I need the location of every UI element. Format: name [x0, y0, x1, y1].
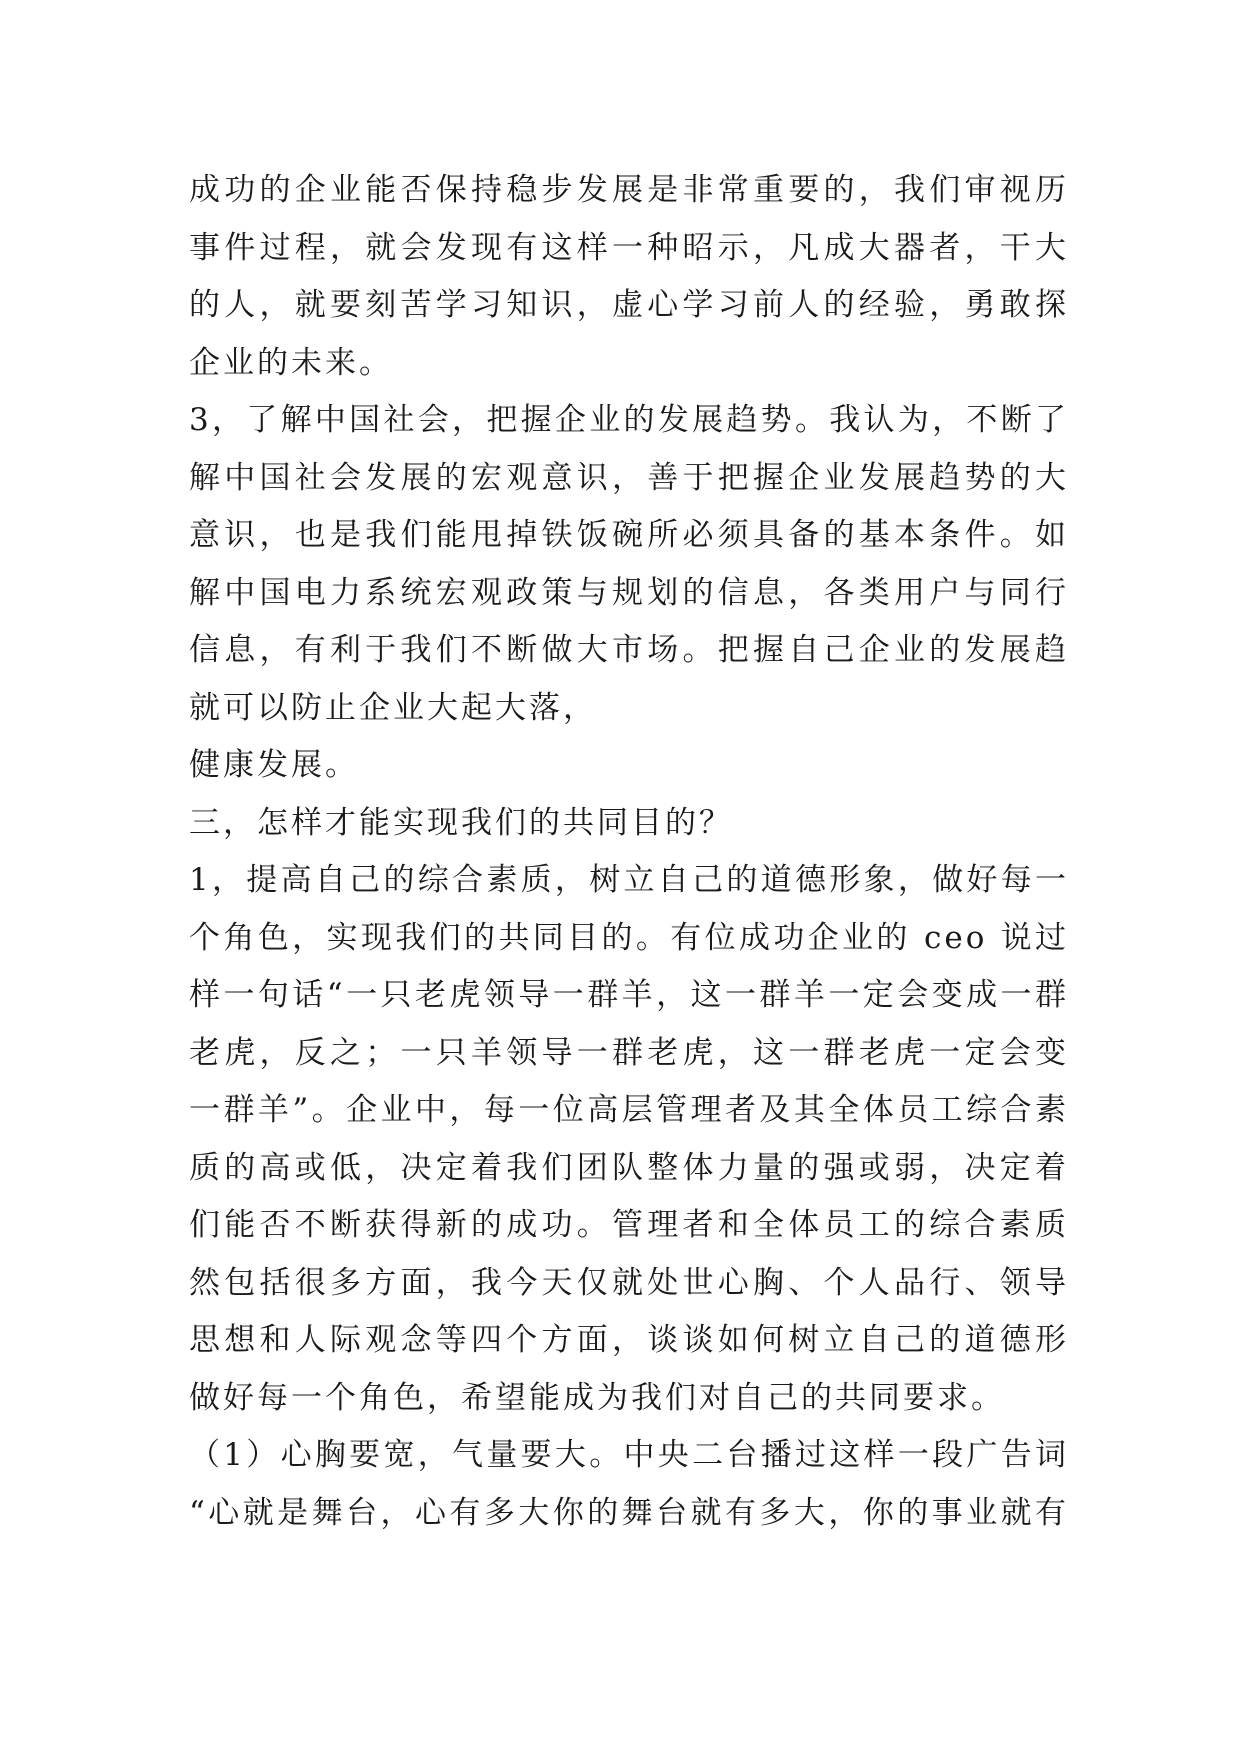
text-line: 个角色，实现我们的共同目的。有位成功企业的 ceo 说过 — [189, 919, 1069, 956]
text-line: 3，了解中国社会，把握企业的发展趋势。我认为，不断了 — [189, 402, 1069, 438]
text-line: （1）心胸要宽，气量要大。中央二台播过这样一段广告词 — [189, 1437, 1069, 1473]
text-line: 解中国电力系统宏观政策与规划的信息，各类用户与同行 — [189, 574, 1069, 611]
text-line: 解中国社会发展的宏观意识，善于把握企业发展趋势的大 — [189, 459, 1069, 496]
text-line: 健康发展。 — [189, 747, 359, 783]
text-line: 企业的未来。 — [189, 344, 393, 381]
text-line: 做好每一个角色，希望能成为我们对自己的共同要求。 — [189, 1379, 1005, 1416]
text-line: 质的高或低，决定着我们团队整体力量的强或弱，决定着 — [189, 1149, 1069, 1186]
text-line: 老虎，反之；一只羊领导一群老虎，这一群老虎一定会变 — [189, 1034, 1069, 1071]
text-line: 1，提高自己的综合素质，树立自己的道德形象，做好每一 — [189, 862, 1069, 898]
text-line: 们能否不断获得新的成功。管理者和全体员工的综合素质 — [189, 1207, 1069, 1243]
text-line: 然包括很多方面，我今天仅就处世心胸、个人品行、领导 — [189, 1264, 1069, 1301]
text-line: 样一句话“一只老虎领导一群羊，这一群羊一定会变成一群 — [189, 977, 1069, 1013]
text-line: 就可以防止企业大起大落， — [189, 689, 597, 726]
text-line: “心就是舞台，心有多大你的舞台就有多大，你的事业就有 — [189, 1494, 1069, 1531]
text-line: 成功的企业能否保持稳步发展是非常重要的，我们审视历 — [189, 172, 1069, 208]
text-line: 思想和人际观念等四个方面，谈谈如何树立自己的道德形 — [189, 1322, 1069, 1358]
text-line: 事件过程，就会发现有这样一种昭示，凡成大器者，干大 — [189, 229, 1069, 266]
body-text — [189, 162, 1069, 1542]
text-line: 三，怎样才能实现我们的共同目的？ — [189, 804, 733, 841]
text-line: 意识，也是我们能甩掉铁饭碗所必须具备的基本条件。如 — [189, 517, 1069, 553]
text-line: 一群羊”。企业中，每一位高层管理者及其全体员工综合素 — [189, 1092, 1069, 1128]
text-line: 的人，就要刻苦学习知识，虚心学习前人的经验，勇敢探 — [189, 287, 1069, 323]
text-line: 信息，有利于我们不断做大市场。把握自己企业的发展趋 — [189, 632, 1069, 668]
